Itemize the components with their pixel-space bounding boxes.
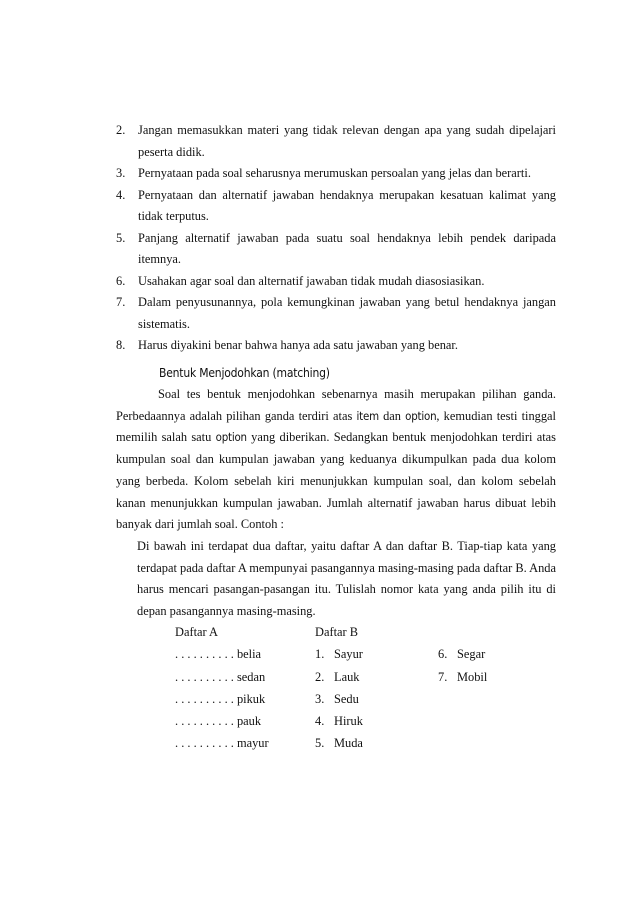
item-number: 3.	[315, 692, 325, 706]
list-number: 7.	[116, 295, 126, 309]
item-word: Sayur	[334, 647, 363, 661]
list-text: Harus diyakini benar bahwa hanya ada satu jawaban yang benar.	[138, 338, 458, 352]
term-item: item	[356, 408, 379, 423]
section-heading: Bentuk Menjodohkan (matching)	[159, 366, 330, 380]
criteria-list	[116, 120, 556, 357]
column-c-item	[438, 646, 485, 662]
list-text: Pernyataan dan alternatif jawaban hendaknya merupakan kesatuan kalimat yang	[138, 187, 556, 202]
paragraph-text-4: yang diberikan. Sedangkan bentuk menjodohkan terdiri atas kumpulan soal dan kumpulan jawaban yang keduanya dikumpulkan pada dua kolom yang berbeda. Kolom sebelah kiri menunjukkan kumpulan soal, dan kolom sebelah kanan menunjukkan kumpulan jawaban. Jumlah alternatif jawaban harus dibuat lebih banyak dari jumlah soal. Contoh :	[116, 430, 556, 532]
list-text-continuation: peserta didik.	[138, 144, 205, 159]
item-word: Sedu	[334, 692, 359, 706]
list-item	[116, 163, 556, 185]
list-text: Dalam penyusunannya, pola kemungkinan jawaban yang betul hendaknya jangan	[138, 295, 556, 309]
list-item	[116, 120, 556, 163]
list-item	[116, 271, 556, 293]
list-text: Usahakan agar soal dan alternatif jawaban tidak mudah diasosiasikan.	[138, 273, 485, 288]
item-number: 5.	[315, 736, 325, 750]
column-a-item: . . . . . . . . . . mayur	[175, 736, 269, 750]
paragraph-text-3: , kemudian testi tinggal memilih salah satu	[116, 408, 556, 445]
column-a-title: Daftar A	[175, 625, 219, 639]
column-a-item: . . . . . . . . . . belia	[175, 647, 262, 661]
term-option: option	[215, 430, 247, 445]
column-b-item	[315, 646, 363, 662]
list-item	[116, 228, 556, 271]
list-item	[116, 185, 556, 228]
column-a-item: . . . . . . . . . . sedan	[175, 670, 266, 684]
list-text-continuation: itemnya.	[138, 252, 182, 266]
list-number: 2.	[116, 123, 126, 137]
list-item	[116, 292, 556, 335]
list-number: 6.	[116, 273, 126, 288]
item-number: 1.	[315, 647, 325, 661]
column-b-item	[315, 735, 363, 751]
list-text-continuation: tidak terputus.	[138, 209, 209, 223]
list-item	[116, 335, 556, 357]
column-c-item	[438, 669, 487, 685]
list-number: 3.	[116, 166, 126, 180]
list-number: 5.	[116, 230, 126, 245]
list-text: Panjang alternatif jawaban pada suatu soal hendaknya lebih pendek daripada	[138, 230, 556, 245]
list-number: 4.	[116, 187, 126, 202]
item-number: 4.	[315, 714, 325, 728]
example-instruction: Di bawah ini terdapat dua daftar, yaitu daftar A dan daftar B. Tiap-tiap kata yang terdapat pada daftar A mempunyai pasangannya masing-masing pada daftar B. Anda harus mencari pasangan-pasangan itu. Tulislah nomor kata yang anda pilih itu di depan pasangannya masing-masing.	[137, 539, 556, 619]
column-a-item: . . . . . . . . . . pikuk	[175, 692, 266, 706]
column-b-title: Daftar B	[315, 625, 359, 639]
section-paragraph	[116, 384, 556, 536]
column-a-item: . . . . . . . . . . pauk	[175, 714, 262, 728]
term-option: option	[405, 408, 437, 423]
item-word: Segar	[457, 647, 486, 661]
list-text-continuation: sistematis.	[138, 316, 190, 331]
item-number: 2.	[315, 670, 325, 684]
column-b-item	[315, 669, 359, 685]
column-b-item	[315, 713, 363, 729]
item-word: Muda	[334, 736, 363, 750]
list-text: Jangan memasukkan materi yang tidak relevan dengan apa yang sudah dipelajari	[138, 123, 556, 137]
item-word: Lauk	[334, 670, 360, 684]
item-number: 7.	[438, 670, 448, 684]
column-b-item	[315, 691, 359, 707]
item-word: Mobil	[457, 670, 488, 684]
list-text: Pernyataan pada soal seharusnya merumuskan persoalan yang jelas dan berarti.	[138, 166, 531, 180]
item-number: 6.	[438, 647, 448, 661]
paragraph-text-2: dan	[378, 408, 406, 423]
paragraph-text-1: Soal tes bentuk menjodohkan sebenarnya masih merupakan pilihan ganda. Perbedaannya adalah pilihan ganda terdiri atas	[116, 387, 556, 423]
list-number: 8.	[116, 338, 126, 352]
item-word: Hiruk	[334, 714, 363, 728]
